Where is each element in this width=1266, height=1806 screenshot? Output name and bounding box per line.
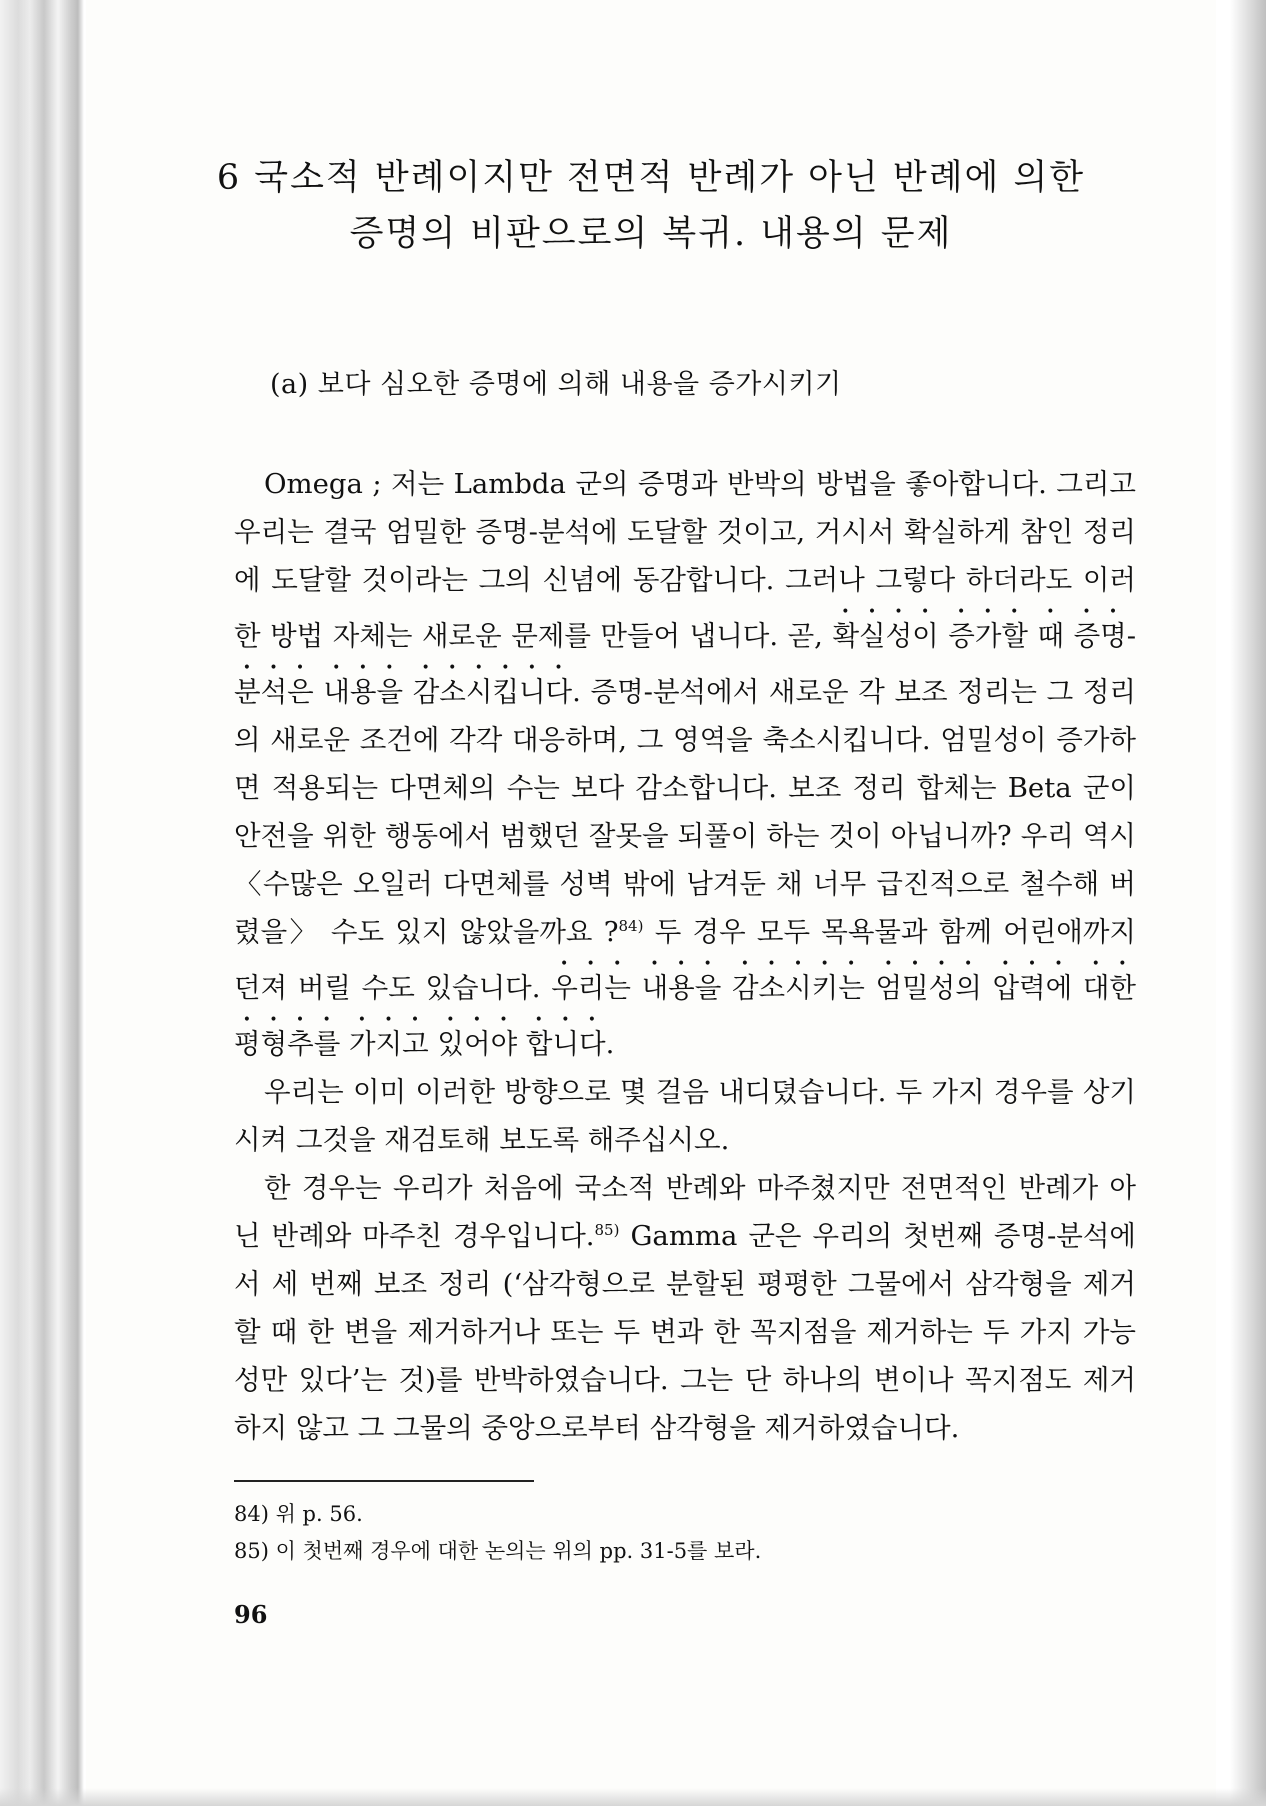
book-page-edges: [0, 0, 78, 1806]
page-bottom-shadow: [0, 1788, 1266, 1806]
footnote-divider: [234, 1480, 534, 1482]
paragraph-3-text-a: 한 경우는 우리가 처음에 국소적 반례와 마주쳤지만 전면적인 반례가 아닌 반례와 마주친 경우입니다.: [234, 1172, 1136, 1252]
section-title-line-2: 증명의 비판으로의 복귀. 내용의 문제: [349, 214, 953, 254]
subsection-heading: (a) 보다 심오한 증명에 의해 내용을 증가시키기: [270, 369, 842, 400]
emphasized-text-2: 우리는 내용을 감소시키는 엄밀성의 압력에 대한 평형추를 가지고 있어야 합니다.: [234, 972, 1137, 1060]
paragraph-1-text-c: 두 경우 모두 목욕물과 함께 어린애까지 던져 버릴 수도 있습니다.: [234, 916, 1136, 1004]
footnotes: [234, 1496, 761, 1570]
page-right-shadow: [1230, 0, 1266, 1806]
book-page: [86, 0, 1216, 1806]
section-title-line-1: 6 국소적 반례이지만 전면적 반례가 아닌 반례에 의한: [216, 158, 1086, 198]
paragraph-1-text-b: 증명-분석에서 새로운 각 보조 정리는 그 정리의 새로운 조건에 각각 대응하며, 그 영역을 축소시킵니다. 엄밀성이 증가하면 적용되는 다면체의 수는 보다 감소합니다. 보조 정리 합체는 Beta 군이 안전을 위한 행동에서 범했던 잘못을 되풀이 하는 것이 아닙니까? 우리 역시 〈수많은 오일러 다면체를 성벽 밖에 남겨둔 채 너무 급진적으로 철수해 버렸을〉 수도 있지 않았을까요 ?: [234, 676, 1136, 948]
emphasized-text: 확실성이 증가할 때 증명-분석은 내용을 감소시킵니다.: [234, 620, 1136, 708]
paragraph-3: [234, 1164, 1136, 1452]
paragraph-2: 우리는 이미 이러한 방향으로 몇 걸음 내디뎠습니다. 두 가지 경우를 상기시켜 그것을 재검토해 보도록 해주십시오.: [234, 1076, 1136, 1156]
section-title: [86, 150, 1216, 262]
footnote-84: 84) 위 p. 56.: [234, 1502, 363, 1526]
footnote-85: 85) 이 첫번째 경우에 대한 논의는 위의 pp. 31-5를 보라.: [234, 1539, 762, 1563]
footnote-ref-85: 85): [594, 1220, 620, 1239]
paragraph-1-text-a: Omega ; 저는 Lambda 군의 증명과 반박의 방법을 좋아합니다. 그리고 우리는 결국 엄밀한 증명-분석에 도달할 것이고, 거시서 확실하게 참인 정리에 도달할 것이라는 그의 신념에 동감합니다. 그러나 그렇다 하더라도 이러한 방법 자체는 새로운 문제를 만들어 냅니다. 곧,: [234, 468, 1136, 652]
body-text: [234, 460, 1136, 1452]
footnote-ref-84: 84): [618, 916, 644, 935]
paragraph-3-text-b: Gamma 군은 우리의 첫번째 증명-분석에서 세 번째 보조 정리 (‘삼각형으로 분할된 평평한 그물에서 삼각형을 제거할 때 한 변을 제거하거나 또는 두 변과 한 꼭지점을 제거하는 두 가지 가능성만 있다’는 것)를 반박하였습니다. 그는 단 하나의 변이나 꼭지점도 제거하지 않고 그 그물의 중앙으로부터 삼각형을 제거하였습니다.: [234, 1220, 1136, 1444]
page-number: 96: [234, 1600, 268, 1629]
paragraph-1: [234, 460, 1136, 1068]
